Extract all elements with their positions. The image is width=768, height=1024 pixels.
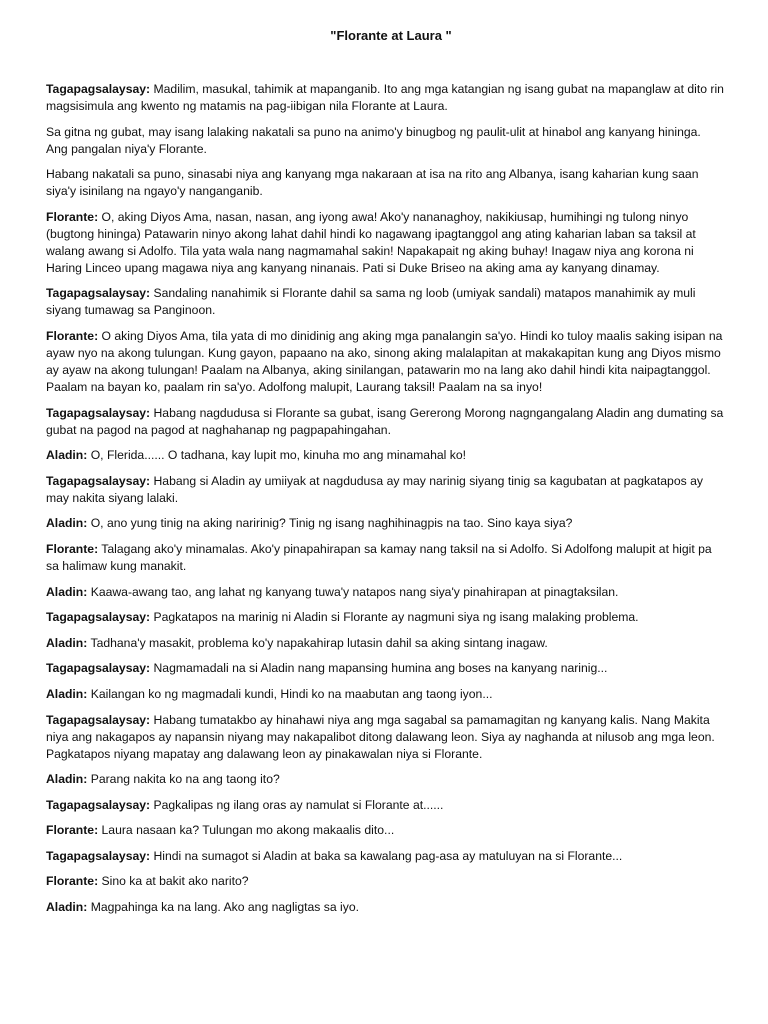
paragraph <box>46 515 724 532</box>
paragraph <box>46 209 724 277</box>
paragraph <box>46 166 724 200</box>
speaker-label: Aladin: <box>46 516 88 531</box>
paragraph-text: Habang nagdudusa si Florante sa gubat, isang Gererong Morong nagngangalang Aladin ang dumating sa gubat na pagod na pagod at naghahanap ng pagpapahingahan. <box>46 405 724 437</box>
paragraph <box>46 686 724 703</box>
paragraph-text: O aking Diyos Ama, tila yata di mo dinidinig ang aking mga panalangin sa'yo. Hindi ko tuloy maalis saking isipan na ayaw nyo na akong tulungan. Kung gayon, papaano na ako, sinong aking malalapitan at makakapitan kung ang Diyos mismo ay ayaw na akong tulungan! Paalam na Albanya, aking sinilangan, patawarin mo na lang ako dahil hindi kita naipagtanggol. Paalam na bayan ko, paalam rin sa'yo. Adolfong malupit, Laurang taksil! Paalam na sa inyo! <box>46 328 723 394</box>
paragraph <box>46 660 724 677</box>
paragraph <box>46 447 724 464</box>
paragraph <box>46 473 724 507</box>
speaker-label: Aladin: <box>46 686 88 701</box>
speaker-label: Tagapagsalaysay: <box>46 712 151 727</box>
paragraph-text: Pagkatapos na marinig ni Aladin si Florante ay nagmuni siya ng isang malaking problema. <box>150 610 639 625</box>
paragraph-text: Nagmamadali na si Aladin nang mapansing humina ang boses na kanyang narinig... <box>150 661 608 676</box>
paragraph-text: Habang si Aladin ay umiiyak at nagdudusa ay may narinig siyang tinig sa kagubatan at pagkatapos ay may nakita siyang lalaki. <box>46 473 703 505</box>
paragraph-text: Sino ka at bakit ako narito? <box>98 874 249 889</box>
paragraph-text: O, Flerida...... O tadhana, kay lupit mo, kinuha mo ang minamahal ko! <box>87 448 466 463</box>
paragraph-text: Sa gitna ng gubat, may isang lalaking nakatali sa puno na animo'y binugbog ng paulit-ulit at hinabol ang kanyang hininga. Ang pangalan niya'y Florante. <box>46 124 701 156</box>
speaker-label: Florante: <box>46 328 99 343</box>
paragraph-text: Kaawa-awang tao, ang lahat ng kanyang tuwa'y natapos nang siya'y pinahirapan at pinagtaksilan. <box>87 584 619 599</box>
paragraph <box>46 848 724 865</box>
paragraph-text: Magpahinga ka na lang. Ako ang nagligtas sa iyo. <box>87 900 360 915</box>
paragraph <box>46 584 724 601</box>
speaker-label: Tagapagsalaysay: <box>46 661 151 676</box>
speaker-label: Tagapagsalaysay: <box>46 610 151 625</box>
speaker-label: Tagapagsalaysay: <box>46 473 151 488</box>
paragraph <box>46 405 724 439</box>
paragraph <box>46 635 724 652</box>
speaker-label: Aladin: <box>46 448 88 463</box>
paragraph-text: Sandaling nanahimik si Florante dahil sa sama ng loob (umiyak sandali) matapos manahimik ay muli siyang tumawag sa Panginoon. <box>46 286 696 318</box>
paragraph <box>46 81 724 115</box>
paragraph <box>46 822 724 839</box>
paragraph-text: O, ano yung tinig na aking naririnig? Tinig ng isang naghihinagpis na tao. Sino kaya siya? <box>87 516 573 531</box>
paragraph <box>46 771 724 788</box>
paragraph-text: Kailangan ko ng magmadali kundi, Hindi ko na maabutan ang taong iyon... <box>87 686 493 701</box>
paragraph-text: Talagang ako'y minamalas. Ako'y pinapahirapan sa kamay nang taksil na si Adolfo. Si Adolfong malupit at higit pa sa halimaw kung manakit. <box>46 541 712 573</box>
paragraph-text: O, aking Diyos Ama, nasan, nasan, ang iyong awa! Ako'y nananaghoy, nakikiusap, humihingi ng tulong ninyo (bugtong hininga) Patawarin ninyo akong lahat dahil hindi ko nagawang ipagtanggol ang ating kaharian laban sa taksil at walang awang si Adolfo. Tila yata wala nang nagmamahal sakin! Napakapait ng aking buhay! Inagaw niya ang korona ni Haring Linceo upang magawa niya ang kanyang ninanais. Pati si Duke Briseo na aking ama ay kanyang dinamay. <box>46 209 696 275</box>
document-page <box>46 28 724 925</box>
speaker-label: Tagapagsalaysay: <box>46 848 151 863</box>
speaker-label: Aladin: <box>46 772 88 787</box>
paragraph-text: Laura nasaan ka? Tulungan mo akong makaalis dito... <box>98 823 395 838</box>
paragraph <box>46 797 724 814</box>
paragraph <box>46 899 724 916</box>
paragraph-text: Madilim, masukal, tahimik at mapanganib. Ito ang mga katangian ng isang gubat na mapanglaw at dito rin magsisimula ang kwento ng matamis na pag-iibigan nila Florante at Laura. <box>46 82 724 113</box>
speaker-label: Aladin: <box>46 584 88 599</box>
paragraph-text: Habang tumatakbo ay hinahawi niya ang mga sagabal sa pamamagitan ng kanyang kalis. Nang Makita niya ang nakagapos ay napansin niyang may nakapalibot ditong dalawang leon. Siya ay naghanda at nilusob ang mga leon. Pagkatapos niyang mapatay ang dalawang leon ay pinakawalan niya si Florante. <box>46 712 715 761</box>
speaker-label: Florante: <box>46 209 99 224</box>
paragraph <box>46 285 724 319</box>
paragraph-text: Tadhana'y masakit, problema ko'y napakahirap lutasin dahil sa aking sintang inagaw. <box>87 635 548 650</box>
speaker-label: Florante: <box>46 874 99 889</box>
speaker-label: Tagapagsalaysay: <box>46 797 151 812</box>
speaker-label: Aladin: <box>46 900 88 915</box>
paragraph <box>46 124 724 158</box>
paragraph-text: Pagkalipas ng ilang oras ay namulat si Florante at...... <box>150 797 444 812</box>
paragraph <box>46 609 724 626</box>
paragraph <box>46 873 724 890</box>
paragraph <box>46 328 724 396</box>
paragraph <box>46 712 724 763</box>
document-title: "Florante at Laura " <box>330 28 452 43</box>
dialogue-body <box>46 81 724 916</box>
speaker-label: Tagapagsalaysay: <box>46 286 151 301</box>
paragraph-text: Habang nakatali sa puno, sinasabi niya ang kanyang mga nakaraan at isa na rito ang Albanya, isang kaharian kung saan siya'y isinilang na ngayo'y nanganganib. <box>46 167 699 199</box>
speaker-label: Tagapagsalaysay: <box>46 405 151 420</box>
speaker-label: Florante: <box>46 541 99 556</box>
speaker-label: Tagapagsalaysay: <box>46 82 151 96</box>
speaker-label: Aladin: <box>46 635 88 650</box>
paragraph <box>46 541 724 575</box>
speaker-label: Florante: <box>46 823 99 838</box>
paragraph-text: Hindi na sumagot si Aladin at baka sa kawalang pag-asa ay matuluyan na si Florante... <box>150 848 623 863</box>
paragraph-text: Parang nakita ko na ang taong ito? <box>87 772 280 787</box>
